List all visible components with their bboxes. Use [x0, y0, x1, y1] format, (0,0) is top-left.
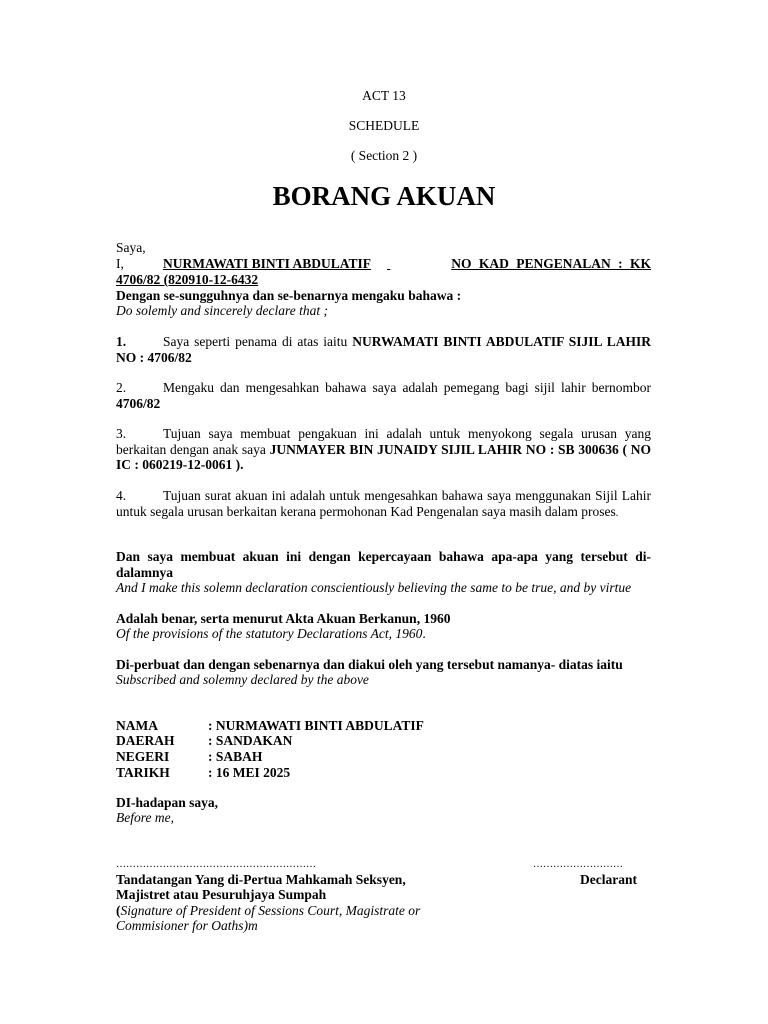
declaration-english: And I make this solemn declaration conscientiously believing the same to be true, and by virtue: [116, 580, 632, 595]
detail-label: NEGERI: [116, 749, 170, 764]
item-2-number: 2.: [116, 380, 127, 395]
declaration-malay: Dan saya membuat akuan ini dengan kepercayaan bahawa apa-apa yang tersebut di-dalamnya: [116, 549, 651, 580]
act-english-line: [116, 626, 651, 642]
schedule-label: SCHEDULE: [348, 118, 420, 133]
section-label: ( Section 2 ): [350, 148, 418, 163]
ic-number: 4706/82 (820910-12-6432: [116, 272, 259, 287]
act-malay: Adalah benar, serta menurut Akta Akuan Berkanun, 1960: [116, 611, 451, 626]
item-1: [116, 334, 651, 365]
act-english-end: .: [422, 626, 426, 641]
detail-row-tarikh: [116, 765, 651, 781]
item-1-bold: NURWAMATI BINTI ABDULATIF SIJIL LAHIR NO : 4706/82: [116, 334, 651, 365]
detail-value: : SANDAKAN: [208, 733, 293, 748]
commissioner-signature-line: ……………………………………………………: [116, 859, 316, 870]
page-title: BORANG AKUAN: [272, 181, 496, 211]
i-label: I,: [116, 256, 124, 271]
before-malay: DI-hadapan saya,: [116, 795, 219, 810]
item-4: [116, 488, 651, 521]
act-english: Of the provisions of the statutory Declarations Act, 1960: [116, 626, 423, 641]
detail-label: NAMA: [116, 718, 158, 733]
ic-label: NO KAD PENGENALAN : KK: [451, 256, 651, 271]
item-4-number: 4.: [116, 488, 127, 503]
item-3-number: 3.: [116, 426, 127, 441]
commissioner-english-2: Commisioner for Oaths)m: [116, 918, 258, 933]
declarant-line: [116, 256, 651, 272]
declare-malay: Dengan se-sungguhnya dan se-benarnya mengaku bahawa :: [116, 288, 462, 303]
detail-label: TARIKH: [116, 765, 170, 780]
item-3-bold: JUNMAYER BIN JUNAIDY SIJIL LAHIR NO : SB 300636 ( NO IC : 060219-12-0061 ).: [116, 441, 652, 472]
item-3-text: Tujuan saya membuat pengakuan ini adalah untuk menyokong segala urusan yang berkaitan dengan anak saya: [116, 426, 651, 457]
item-2-bold: 4706/82: [116, 395, 161, 411]
item-1-number: 1.: [116, 334, 127, 349]
item-2: [116, 380, 651, 411]
subscribed-english: Subscribed and solemny declared by the above: [116, 672, 369, 687]
open-paren: (: [116, 903, 121, 918]
detail-value: : 16 MEI 2025: [208, 765, 291, 780]
commissioner-english-1: Signature of President of Sessions Court, Magistrate or: [120, 903, 421, 918]
item-3: [116, 426, 651, 473]
declarant-signature-line: ………………………: [533, 859, 623, 870]
item-4-end: .: [615, 507, 619, 519]
detail-row-daerah: [116, 733, 651, 749]
item-4-text: Tujuan surat akuan ini adalah untuk mengesahkan bahawa saya menggunakan Sijil Lahir untuk segala urusan berkaitan kerana permohonan Kad Pengenalan saya masih dalam proses: [116, 488, 651, 519]
item-1-text: Saya seperti penama di atas iaitu: [163, 334, 353, 349]
declarant-label: Declarant: [580, 872, 637, 887]
declare-english: Do solemly and sincerely declare that ;: [116, 303, 328, 318]
detail-value: : NURMAWATI BINTI ABDULATIF: [208, 718, 424, 733]
item-2-text: Mengaku dan mengesahkan bahawa saya adalah pemegang bagi sijil lahir bernombor: [163, 380, 651, 395]
detail-row-negeri: [116, 749, 651, 765]
detail-row-nama: [116, 718, 651, 734]
declarant-name: NURMAWATI BINTI ABDULATIF: [163, 256, 372, 271]
commissioner-english-1-line: [116, 903, 420, 919]
detail-label: DAERAH: [116, 733, 175, 748]
detail-value: : SABAH: [208, 749, 263, 764]
saya-label: Saya,: [116, 240, 146, 255]
act-number: ACT 13: [362, 88, 406, 103]
before-english: Before me,: [116, 810, 174, 825]
underline-gap: [387, 256, 441, 271]
subscribed-malay: Di-perbuat dan dengan sebenarnya dan diakui oleh yang tersebut namanya- diatas iaitu: [116, 657, 623, 672]
commissioner-title-1: Tandatangan Yang di-Pertua Mahkamah Seksyen,: [116, 872, 406, 887]
commissioner-title-2: Majistret atau Pesuruhjaya Sumpah: [116, 887, 327, 902]
